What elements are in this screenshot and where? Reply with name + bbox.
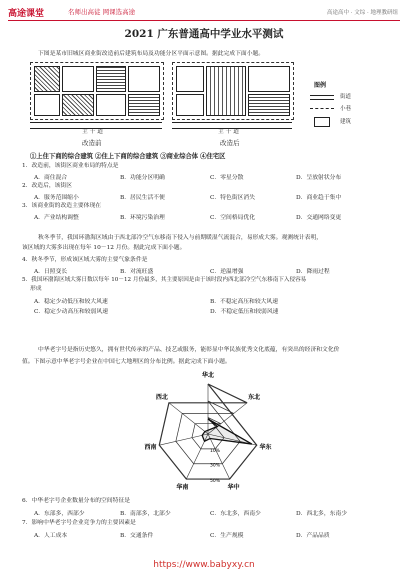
- radar-category-label: 西北: [155, 394, 168, 402]
- after-label: 改造后: [220, 139, 240, 147]
- option[interactable]: C．特色街区消失: [210, 195, 256, 201]
- option[interactable]: D．商业趋于集中: [296, 195, 342, 201]
- option[interactable]: B．功能分区明确: [120, 175, 165, 181]
- radar-chart: [138, 374, 278, 494]
- main-road-before: [30, 122, 162, 129]
- option[interactable]: A．东部多，西部少: [34, 511, 85, 517]
- header-divider: [8, 20, 400, 21]
- radar-axis: [169, 403, 208, 434]
- option[interactable]: D．不稳定低压和较弱风速: [210, 309, 279, 315]
- page-header: [0, 0, 408, 22]
- radar-axis: [159, 434, 208, 445]
- option[interactable]: C．空间格局优化: [210, 215, 256, 221]
- radar-category-label: 东北: [248, 394, 261, 402]
- radar-category-label: 华北: [201, 372, 215, 379]
- legend-title: 图例: [314, 82, 327, 89]
- legend-alley-symbol: [310, 108, 334, 109]
- option[interactable]: B．交通条件: [120, 533, 154, 539]
- intro-paragraph-3: 中华老字号是指历史悠久，拥有世代传承的产品、技艺或服务，能彰显中华民族优秀文化底蕴，有突出的经济和文化价: [38, 347, 340, 353]
- map-before-block: [128, 94, 160, 116]
- legend-building: 建筑: [340, 119, 352, 125]
- option[interactable]: B．不稳定高压和较大风速: [210, 299, 279, 305]
- radar-category-label: 华南: [176, 484, 189, 492]
- intro-paragraph-2-cont: 该区域的大雾多出现在每年 10－12 月份。据此完成下面小题。: [22, 245, 186, 251]
- map-after-block: [248, 94, 290, 116]
- radar-category-label: 华东: [259, 444, 272, 452]
- map-before-block: [62, 94, 94, 116]
- option[interactable]: A．商住混合: [34, 175, 68, 181]
- option[interactable]: C．东北多，西南少: [210, 511, 261, 517]
- question-stem: 5．我国环渤海区域大雾日数以每年 10－12 月份最多，其主要原因是由于该时段内西北部冷空气东移南下入侵容易: [22, 277, 307, 283]
- question-stem: 4．秋冬季节，形成该区域大雾的主要气象条件是: [22, 257, 148, 263]
- map-after-block: [176, 66, 204, 92]
- brand-slogan: 名师出高徒 网课选高途: [68, 8, 136, 16]
- road-label-before: 主 干 道: [82, 129, 104, 135]
- question-stem: 6．中华老字号企业数量分布的空间特征是: [22, 498, 131, 504]
- radar-ring-label: 50%: [210, 479, 221, 484]
- map-before-block: [34, 66, 60, 92]
- map-before-block: [96, 94, 126, 116]
- radar-category-label: 西南: [144, 444, 157, 452]
- option[interactable]: C．稳定少动高压和较弱风速: [34, 309, 108, 315]
- option[interactable]: B．对流旺盛: [120, 269, 154, 275]
- option[interactable]: C．逆温增强: [210, 269, 244, 275]
- intro-paragraph-2: 秋冬季节，我国环渤海区域由于西北部冷空气东移南下侵入与前期暖湿气流混合，易形成大雾。观测统计表明，: [38, 235, 323, 241]
- map-caption: ①上住下商的综合建筑 ②住上下商的综合建筑 ③商业综合体 ④住宅区: [30, 153, 226, 160]
- legend-alley: 小巷: [340, 106, 352, 112]
- option[interactable]: B．环境污染治理: [120, 215, 165, 221]
- question-stem: 7．影响中华老字号企业竞争力的主要因素是: [22, 520, 136, 526]
- option[interactable]: C．生产规模: [210, 533, 244, 539]
- radar-ring-label: 10%: [210, 448, 221, 454]
- page-title: 2021 广东普通高中学业水平测试: [124, 28, 284, 40]
- map-before-block: [96, 66, 126, 92]
- question-stem-cont: 形成: [30, 286, 42, 292]
- radar-value-polygon: [202, 419, 252, 444]
- brand-logo: 高途课堂: [8, 9, 45, 19]
- map-before-block: [128, 66, 160, 92]
- watermark-url[interactable]: https://www.babyxy.cn: [153, 560, 255, 570]
- map-after-block: [206, 66, 246, 116]
- option[interactable]: A．日照变长: [34, 269, 68, 275]
- legend-street-symbol: [310, 95, 334, 100]
- main-road-after: [172, 122, 292, 129]
- before-label: 改造前: [82, 139, 102, 147]
- map-before-block: [62, 66, 94, 92]
- map-after-block: [248, 66, 290, 92]
- question-stem: 1．改造前，该街区商业布局的特点是: [22, 163, 119, 169]
- question-stem: 2．改造后，该街区: [22, 183, 73, 189]
- option[interactable]: C．零星分散: [210, 175, 244, 181]
- option[interactable]: A．服务范围缩小: [34, 195, 79, 201]
- intro-paragraph-1: 下图是某市旧城区商业街改造前后建筑布局及功能分区平面示意图。据此完成下面小题。: [38, 51, 265, 57]
- map-after-block: [176, 94, 204, 116]
- option[interactable]: A．稳定少动低压和较大风速: [34, 299, 108, 305]
- map-before-block: [34, 94, 60, 116]
- radar-category-label: 华中: [227, 484, 240, 492]
- option[interactable]: B．南部多，北部少: [120, 511, 171, 517]
- option[interactable]: A．产业结构调整: [34, 215, 79, 221]
- road-label-after: 主 干 道: [218, 129, 240, 135]
- header-subject: 高途高中 · 文综 · 地理教研组: [327, 10, 398, 16]
- option[interactable]: A．人工成本: [34, 533, 68, 539]
- option[interactable]: D．呈放射状分布: [296, 175, 342, 181]
- legend-building-symbol: [314, 117, 330, 127]
- option[interactable]: B．居民生活不便: [120, 195, 165, 201]
- question-stem: 3．该商业街的改造主要体现在: [22, 203, 102, 209]
- legend-street: 街道: [340, 94, 352, 100]
- radar-ring-label: 30%: [210, 463, 221, 469]
- option[interactable]: D．交通网络变更: [296, 215, 342, 221]
- option[interactable]: D．西北多，东南少: [296, 511, 348, 517]
- option[interactable]: D．降雨过程: [296, 269, 330, 275]
- intro-paragraph-3-cont: 值。下图示意中华老字号企业在中国七大地理区的分布比例。据此完成下面小题。: [22, 359, 231, 365]
- option[interactable]: D．产品品质: [296, 533, 330, 539]
